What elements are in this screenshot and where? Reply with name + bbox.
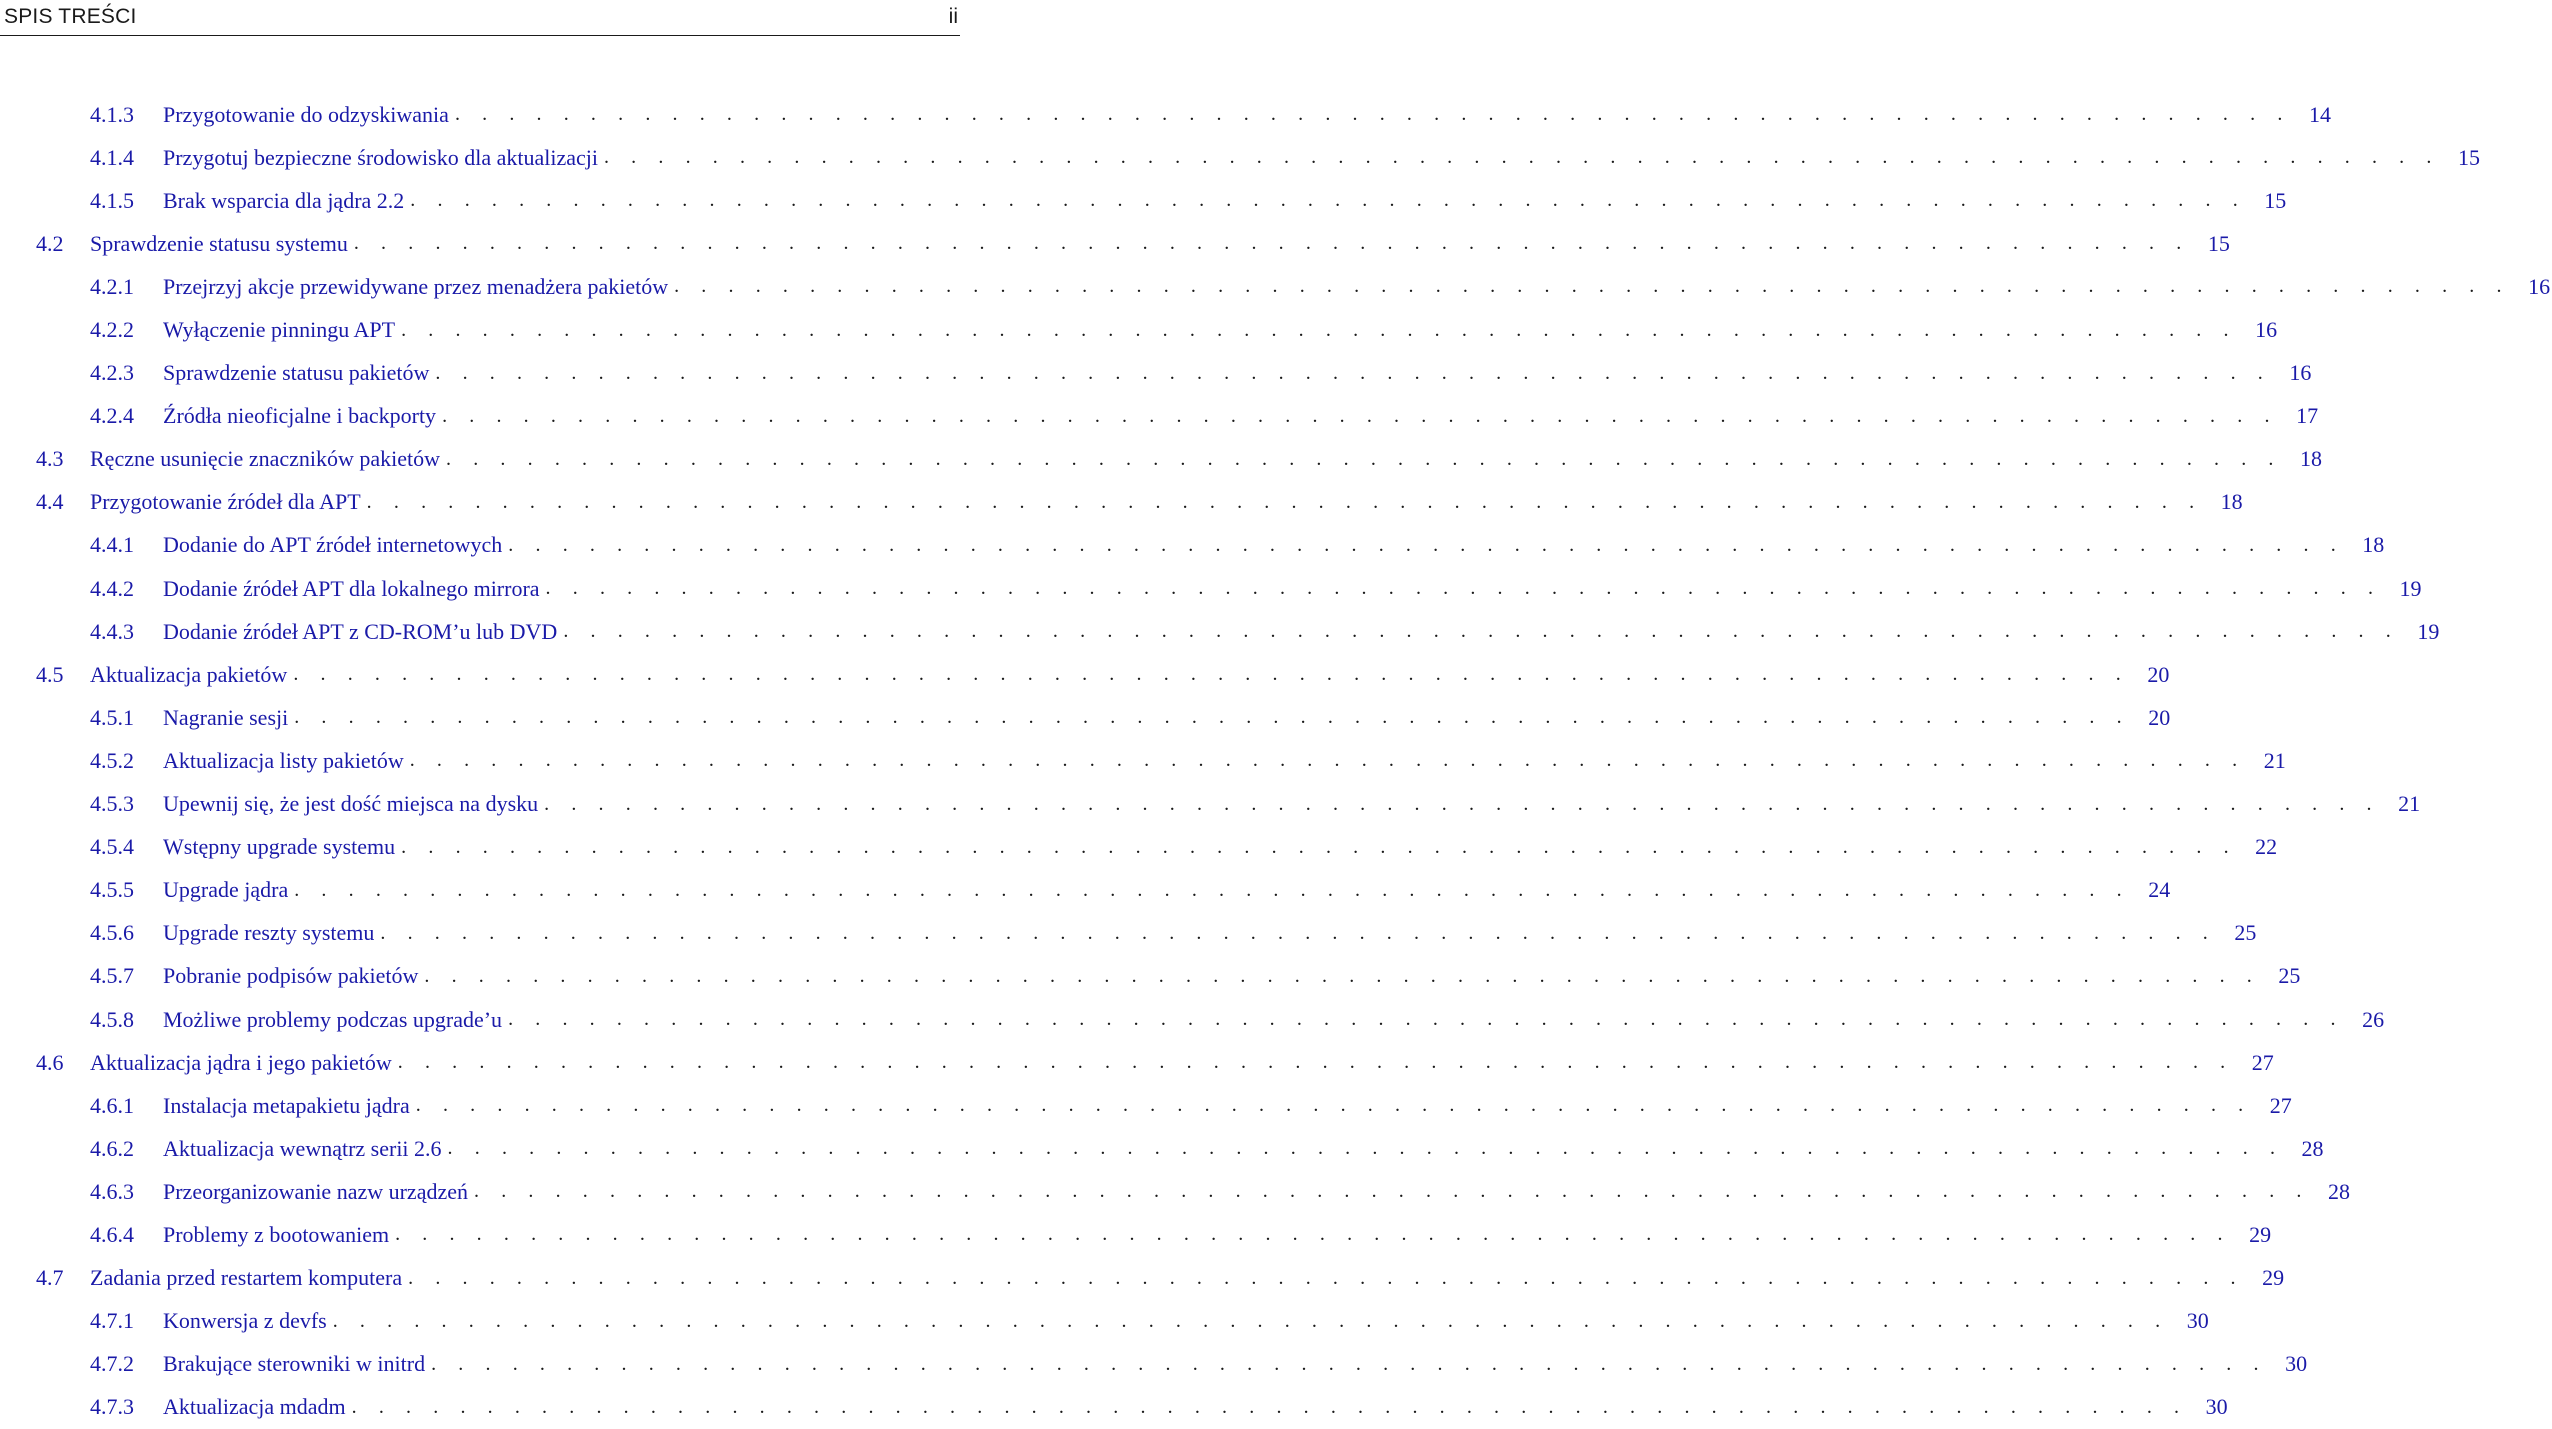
dot-leader: . . . . . . . . . . . . . . . . . . . . . . . . . . . . . . . . . . . . . . . . . . . . . . . . . . . . . . . . . . . . . . . . . . . .	[293, 663, 2130, 686]
dot-leader: . . . . . . . . . . . . . . . . . . . . . . . . . . . . . . . . . . . . . . . . . . . . . . . . . . . . . . . . . . . . . . . . . . . .	[544, 792, 2381, 815]
toc-entry-title: Aktualizacja listy pakietów	[163, 747, 404, 773]
dot-leader: . . . . . . . . . . . . . . . . . . . . . . . . . . . . . . . . . . . . . . . . . . . . . . . . . . . . . . . . . . . . . . . . . . . .	[508, 533, 2345, 556]
dot-leader: . . . . . . . . . . . . . . . . . . . . . . . . . . . . . . . . . . . . . . . . . . . . . . . . . . . . . . . . . . . . . . . . . . . .	[435, 361, 2272, 384]
toc-entry-page: 25	[2234, 920, 2257, 946]
toc-subsection-entry[interactable]	[0, 912, 2257, 955]
toc-entry-page: 18	[2300, 446, 2323, 472]
running-header	[0, 0, 960, 36]
toc-entry-title: Problemy z bootowaniem	[163, 1221, 390, 1247]
toc-entry-page: 16	[2289, 360, 2312, 386]
toc-subsection-entry[interactable]	[0, 1386, 2228, 1429]
toc-entry-page: 22	[2255, 834, 2278, 860]
toc-subsection-entry[interactable]	[0, 869, 2171, 912]
toc-subsection-entry[interactable]	[0, 1213, 2272, 1256]
dot-leader: . . . . . . . . . . . . . . . . . . . . . . . . . . . . . . . . . . . . . . . . . . . . . . . . . . . . . . . . . . . . . . . . . . . .	[431, 1352, 2268, 1375]
toc-entry-page: 15	[2207, 230, 2230, 256]
toc-entry-page: 30	[2205, 1394, 2228, 1420]
toc-section-entry[interactable]	[0, 1041, 2274, 1084]
toc-entry-number: 4.6.2	[90, 1135, 134, 1161]
toc-entry-number: 4.2.4	[90, 403, 134, 429]
toc-entry-title: Instalacja metapakietu jądra	[163, 1092, 410, 1118]
toc-subsection-entry[interactable]	[0, 1170, 2350, 1213]
toc-entry-number: 4.2	[36, 230, 64, 256]
toc-entry-page: 14	[2308, 101, 2331, 127]
toc-entry-number: 4.6.1	[90, 1092, 134, 1118]
toc-entry-page: 27	[2251, 1049, 2274, 1075]
toc-entry-title: Przygotowanie do odzyskiwania	[163, 101, 449, 127]
dot-leader: . . . . . . . . . . . . . . . . . . . . . . . . . . . . . . . . . . . . . . . . . . . . . . . . . . . . . . . . . . . . . . . . . . . .	[380, 921, 2217, 944]
toc-entry-page: 29	[2249, 1221, 2272, 1247]
dot-leader: . . . . . . . . . . . . . . . . . . . . . . . . . . . . . . . . . . . . . . . . . . . . . . . . . . . . . . . . . . . . . . . . . . . .	[351, 1395, 2188, 1418]
toc-entry-page: 15	[2264, 187, 2287, 213]
toc-entry-number: 4.2.2	[90, 317, 134, 343]
dot-leader: . . . . . . . . . . . . . . . . . . . . . . . . . . . . . . . . . . . . . . . . . . . . . . . . . . . . . . . . . . . . . . . . . . . .	[395, 1223, 2232, 1246]
header-page-number: ii	[948, 5, 958, 28]
toc-section-entry[interactable]	[0, 481, 2243, 524]
dot-leader: . . . . . . . . . . . . . . . . . . . . . . . . . . . . . . . . . . . . . . . . . . . . . . . . . . . . . . . . . . . . . . . . . . . .	[454, 103, 2291, 126]
toc-entry-number: 4.4	[36, 489, 64, 515]
toc-entry-number: 4.5.3	[90, 791, 134, 817]
toc-subsection-entry[interactable]	[0, 136, 2480, 179]
toc-entry-page: 19	[2417, 618, 2440, 644]
toc-entry-page: 15	[2457, 144, 2480, 170]
toc-entry-page: 30	[2285, 1351, 2308, 1377]
toc-entry-title: Aktualizacja pakietów	[90, 661, 288, 687]
toc-section-entry[interactable]	[0, 438, 2323, 481]
toc-entry-page: 16	[2528, 273, 2551, 299]
dot-leader: . . . . . . . . . . . . . . . . . . . . . . . . . . . . . . . . . . . . . . . . . . . . . . . . . . . . . . . . . . . . . . . . . . . .	[563, 620, 2400, 643]
toc-entry-number: 4.6	[36, 1049, 64, 1075]
dot-leader: . . . . . . . . . . . . . . . . . . . . . . . . . . . . . . . . . . . . . . . . . . . . . . . . . . . . . . . . . . . . . . . . . . . .	[410, 189, 2247, 212]
dot-leader: . . . . . . . . . . . . . . . . . . . . . . . . . . . . . . . . . . . . . . . . . . . . . . . . . . . . . . . . . . . . . . . . . . . .	[408, 1266, 2245, 1289]
dot-leader: . . . . . . . . . . . . . . . . . . . . . . . . . . . . . . . . . . . . . . . . . . . . . . . . . . . . . . . . . . . . . . . . . . . .	[353, 232, 2190, 255]
toc-entry-title: Dodanie źródeł APT dla lokalnego mirrora	[163, 575, 540, 601]
toc-entry-number: 4.5.4	[90, 834, 134, 860]
toc-entry-number: 4.5.2	[90, 747, 134, 773]
toc-subsection-entry[interactable]	[0, 308, 2278, 351]
toc-entry-title: Aktualizacja wewnątrz serii 2.6	[163, 1135, 442, 1161]
toc-subsection-entry[interactable]	[0, 739, 2286, 782]
dot-leader: . . . . . . . . . . . . . . . . . . . . . . . . . . . . . . . . . . . . . . . . . . . . . . . . . . . . . . . . . . . . . . . . . . . .	[474, 1180, 2310, 1203]
toc-entry-title: Przygotowanie źródeł dla APT	[90, 489, 361, 515]
dot-leader: . . . . . . . . . . . . . . . . . . . . . . . . . . . . . . . . . . . . . . . . . . . . . . . . . . . . . . . . . . . . . . . . . . . .	[424, 964, 2261, 987]
toc-entry-title: Źródła nieoficjalne i backporty	[163, 403, 437, 429]
dot-leader: . . . . . . . . . . . . . . . . . . . . . . . . . . . . . . . . . . . . . . . . . . . . . . . . . . . . . . . . . . . . . . . . . . . .	[401, 835, 2238, 858]
toc-entry-page: 29	[2262, 1265, 2285, 1291]
dot-leader: . . . . . . . . . . . . . . . . . . . . . . . . . . . . . . . . . . . . . . . . . . . . . . . . . . . . . . . . . . . . . . . . . . . .	[674, 275, 2511, 298]
toc-entry-title: Wyłączenie pinningu APT	[163, 317, 396, 343]
toc-subsection-entry[interactable]	[0, 610, 2440, 653]
dot-leader: . . . . . . . . . . . . . . . . . . . . . . . . . . . . . . . . . . . . . . . . . . . . . . . . . . . . . . . . . . . . . . . . . . . .	[545, 577, 2382, 600]
toc-entry-number: 4.5.7	[90, 963, 134, 989]
toc-section-entry[interactable]	[0, 222, 2230, 265]
toc-entry-title: Aktualizacja mdadm	[163, 1394, 346, 1420]
toc-entry-title: Pobranie podpisów pakietów	[163, 963, 419, 989]
toc-entry-page: 18	[2220, 489, 2243, 515]
toc-subsection-entry[interactable]	[0, 1343, 2308, 1386]
toc-entry-number: 4.4.1	[90, 532, 134, 558]
toc-subsection-entry[interactable]	[0, 696, 2171, 739]
toc-entry-page: 25	[2278, 963, 2301, 989]
toc-entry-title: Przeorganizowanie nazw urządzeń	[163, 1178, 468, 1204]
dot-leader: . . . . . . . . . . . . . . . . . . . . . . . . . . . . . . . . . . . . . . . . . . . . . . . . . . . . . . . . . . . . . . . . . . . .	[446, 447, 2283, 470]
toc-subsection-entry[interactable]	[0, 567, 2422, 610]
toc-entry-page: 30	[2186, 1308, 2209, 1334]
toc-entry-page: 16	[2255, 317, 2278, 343]
toc-entry-title: Brak wsparcia dla jądra 2.2	[163, 187, 405, 213]
toc-entry-page: 20	[2148, 704, 2171, 730]
dot-leader: . . . . . . . . . . . . . . . . . . . . . . . . . . . . . . . . . . . . . . . . . . . . . . . . . . . . . . . . . . . . . . . . . . . .	[409, 749, 2246, 772]
toc-entry-page: 19	[2399, 575, 2422, 601]
dot-leader: . . . . . . . . . . . . . . . . . . . . . . . . . . . . . . . . . . . . . . . . . . . . . . . . . . . . . . . . . . . . . . . . . . . .	[442, 404, 2279, 427]
dot-leader: . . . . . . . . . . . . . . . . . . . . . . . . . . . . . . . . . . . . . . . . . . . . . . . . . . . . . . . . . . . . . . . . . . . .	[401, 318, 2238, 341]
toc-entry-number: 4.5.8	[90, 1006, 134, 1032]
toc-entry-number: 4.4.2	[90, 575, 134, 601]
toc-subsection-entry[interactable]	[0, 352, 2312, 395]
toc-entry-title: Dodanie do APT źródeł internetowych	[163, 532, 503, 558]
toc-entry-number: 4.1.5	[90, 187, 134, 213]
toc-entry-title: Sprawdzenie statusu systemu	[90, 230, 348, 256]
toc-subsection-entry[interactable]	[0, 179, 2287, 222]
toc-entry-page: 17	[2296, 403, 2319, 429]
dot-leader: . . . . . . . . . . . . . . . . . . . . . . . . . . . . . . . . . . . . . . . . . . . . . . . . . . . . . . . . . . . . . . . . . . . .	[397, 1051, 2234, 1074]
toc-entry-page: 24	[2148, 877, 2171, 903]
toc-entry-title: Upewnij się, że jest dość miejsca na dysku	[163, 791, 539, 817]
toc-subsection-entry[interactable]	[0, 783, 2421, 826]
dot-leader: . . . . . . . . . . . . . . . . . . . . . . . . . . . . . . . . . . . . . . . . . . . . . . . . . . . . . . . . . . . . . . . . . . . .	[447, 1137, 2284, 1160]
toc-entry-number: 4.2.1	[90, 273, 134, 299]
toc-entry-title: Sprawdzenie statusu pakietów	[163, 360, 430, 386]
toc-entry-page: 21	[2398, 791, 2421, 817]
toc-entry-number: 4.5	[36, 661, 64, 687]
toc-subsection-entry[interactable]	[0, 93, 2331, 136]
toc-subsection-entry[interactable]	[0, 1084, 2292, 1127]
toc-entry-page: 27	[2269, 1092, 2292, 1118]
toc-entry-number: 4.1.4	[90, 144, 134, 170]
toc-subsection-entry[interactable]	[0, 955, 2301, 998]
toc-entry-title: Brakujące sterowniki w initrd	[163, 1351, 426, 1377]
dot-leader: . . . . . . . . . . . . . . . . . . . . . . . . . . . . . . . . . . . . . . . . . . . . . . . . . . . . . . . . . . . . . . . . . . . .	[294, 878, 2131, 901]
toc-entry-page: 21	[2263, 747, 2286, 773]
dot-leader: . . . . . . . . . . . . . . . . . . . . . . . . . . . . . . . . . . . . . . . . . . . . . . . . . . . . . . . . . . . . . . . . . . . .	[332, 1309, 2169, 1332]
toc-entry-page: 18	[2362, 532, 2385, 558]
toc-entry-number: 4.3	[36, 446, 64, 472]
toc-section-entry[interactable]	[0, 1257, 2285, 1300]
toc-entry-title: Ręczne usunięcie znaczników pakietów	[90, 446, 441, 472]
toc-entry-page: 28	[2328, 1178, 2350, 1204]
toc-subsection-entry[interactable]	[0, 998, 2385, 1041]
toc-entry-title: Wstępny upgrade systemu	[163, 834, 396, 860]
dot-leader: . . . . . . . . . . . . . . . . . . . . . . . . . . . . . . . . . . . . . . . . . . . . . . . . . . . . . . . . . . . . . . . . . . . .	[294, 706, 2131, 729]
toc-entry-title: Upgrade jądra	[163, 877, 289, 903]
dot-leader: . . . . . . . . . . . . . . . . . . . . . . . . . . . . . . . . . . . . . . . . . . . . . . . . . . . . . . . . . . . . . . . . . . . .	[415, 1094, 2252, 1117]
toc-entry-title: Zadania przed restartem komputera	[90, 1265, 403, 1291]
toc-entry-title: Nagranie sesji	[163, 704, 289, 730]
toc-entry-title: Konwersja z devfs	[163, 1308, 327, 1334]
toc-entry-number: 4.7.1	[90, 1308, 134, 1334]
toc-subsection-entry[interactable]	[0, 1300, 2209, 1343]
dot-leader: . . . . . . . . . . . . . . . . . . . . . . . . . . . . . . . . . . . . . . . . . . . . . . . . . . . . . . . . . . . . . . . . . . . .	[603, 146, 2440, 169]
toc-entry-number: 4.6.4	[90, 1221, 134, 1247]
toc-entry-title: Upgrade reszty systemu	[163, 920, 375, 946]
toc-entry-number: 4.7.2	[90, 1351, 134, 1377]
toc-entry-number: 4.7	[36, 1265, 64, 1291]
toc-entry-title: Przygotuj bezpieczne środowisko dla aktualizacji	[163, 144, 598, 170]
toc-entry-title: Przejrzyj akcje przewidywane przez menadżera pakietów	[163, 273, 669, 299]
toc-entry-number: 4.5.6	[90, 920, 134, 946]
toc-entry-number: 4.5.1	[90, 704, 134, 730]
toc-subsection-entry[interactable]	[0, 265, 2551, 308]
toc-entry-number: 4.5.5	[90, 877, 134, 903]
toc-entry-number: 4.6.3	[90, 1178, 134, 1204]
toc-entry-number: 4.2.3	[90, 360, 134, 386]
toc-entry-page: 20	[2147, 661, 2170, 687]
toc-entry-number: 4.1.3	[90, 101, 134, 127]
toc-entry-page: 26	[2362, 1006, 2385, 1032]
toc-subsection-entry[interactable]	[0, 524, 2385, 567]
toc-entry-title: Aktualizacja jądra i jego pakietów	[90, 1049, 392, 1075]
toc-entry-title: Możliwe problemy podczas upgrade’u	[163, 1006, 503, 1032]
dot-leader: . . . . . . . . . . . . . . . . . . . . . . . . . . . . . . . . . . . . . . . . . . . . . . . . . . . . . . . . . . . . . . . . . . . .	[366, 490, 2203, 513]
table-of-contents	[0, 93, 2551, 1429]
header-title: SPIS TREŚCI	[4, 5, 137, 28]
toc-subsection-entry[interactable]	[0, 826, 2278, 869]
toc-entry-number: 4.7.3	[90, 1394, 134, 1420]
toc-subsection-entry[interactable]	[0, 1127, 2324, 1170]
toc-entry-number: 4.4.3	[90, 618, 134, 644]
toc-entry-title: Dodanie źródeł APT z CD-ROM’u lub DVD	[163, 618, 558, 644]
toc-subsection-entry[interactable]	[0, 395, 2319, 438]
toc-section-entry[interactable]	[0, 653, 2170, 696]
dot-leader: . . . . . . . . . . . . . . . . . . . . . . . . . . . . . . . . . . . . . . . . . . . . . . . . . . . . . . . . . . . . . . . . . . . .	[508, 1008, 2345, 1031]
toc-entry-page: 28	[2301, 1135, 2324, 1161]
